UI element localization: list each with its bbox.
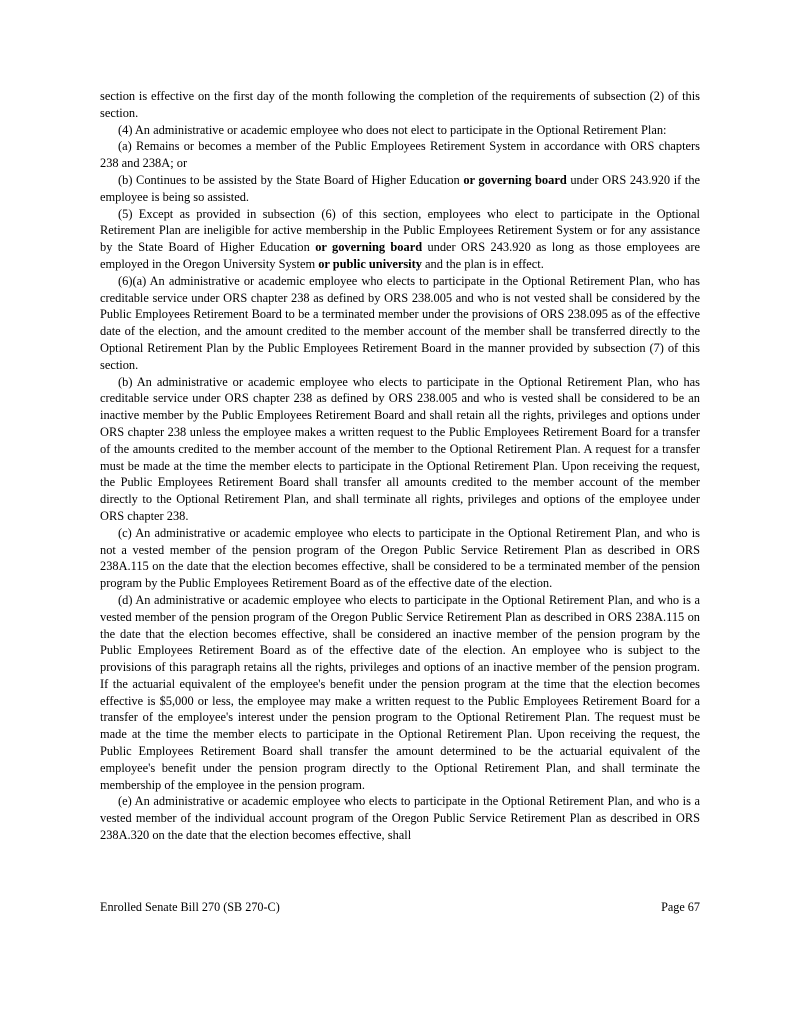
footer-page-number: Page 67 <box>661 900 700 914</box>
body-text: under ORS 243.920 if the employee is being so assisted. <box>100 172 701 204</box>
paragraph: (d) An administrative or academic employee who elects to participate in the Optional Retirement Plan, and who is a vested member of the pension program of the Oregon Public Service Retirement Plan as described in ORS 238A.115 on the date that the election becomes effective, shall be considered an inactive member of the pension program by the Public Employees Retirement Board as of the effective date of the election. An employee who is subject to the provisions of this paragraph retains all the rights, privileges and options of an inactive member of the pension program. If the actuarial equivalent of the employee's benefit under the pension program at the time that the election becomes effective is $5,000 or less, the employee may make a written request to the Public Employees Retirement Board for a transfer of the employee's interest under the pension program to the Optional Retirement Plan. The request must be made at the time the member elects to participate in the Optional Retirement Plan. Upon receiving the request, the Public Employees Retirement Board shall transfer the amount determined to be the actuarial equivalent of the employee's benefit under the pension program directly to the Optional Retirement Plan, and shall terminate the membership of the employee in the pension program. <box>100 592 700 792</box>
body-text: and the plan is in effect. <box>421 256 544 271</box>
body-text: (5) Except as provided in subsection (6) of this section, employees who elect to participate in the Optional Retirement Plan are ineligible for active membership in the Public Employees Retirement System or for any assistance by the State Board of Higher Education <box>100 206 700 255</box>
body-text: (b) Continues to be assisted by the State Board of Higher Education <box>118 172 464 187</box>
paragraph: section is effective on the first day of the month following the completion of the requirements of subsection (2) of this section. <box>100 89 700 120</box>
paragraph: (b) An administrative or academic employee who elects to participate in the Optional Retirement Plan, who has creditable service under ORS chapter 238 as defined by ORS 238.005 and who is vested shall be considered to be an inactive member by the Public Employees Retirement Board and shall retain all the rights, privileges and options under ORS chapter 238 unless the employee makes a written request to the Public Employees Retirement Board for a transfer of the amounts credited to the member account of the member to the Optional Retirement Plan. A request for a transfer must be made at the time the member elects to participate in the Optional Retirement Plan. Upon receiving the request, the Public Employees Retirement Board shall transfer all amounts credited to the member account of the member directly to the Optional Retirement Plan, and shall terminate all rights, privileges and options of the employee under ORS chapter 238. <box>100 374 700 523</box>
paragraph <box>100 206 700 273</box>
body-text: under ORS 243.920 as long as those employees are employed in the Oregon University System <box>100 240 701 271</box>
paragraph: (4) An administrative or academic employee who does not elect to participate in the Optional Retirement Plan: <box>118 122 667 137</box>
paragraph: (a) Remains or becomes a member of the Public Employees Retirement System in accordance with ORS chapters 238 and 238A; or <box>100 139 700 171</box>
emphasis-text: or governing board <box>315 240 423 255</box>
footer-bill-title: Enrolled Senate Bill 270 (SB 270-C) <box>100 900 280 914</box>
paragraph: (6)(a) An administrative or academic employee who elects to participate in the Optional Retirement Plan, who has creditable service under ORS chapter 238 as defined by ORS 238.005 and who is not vested shall be considered by the Public Employees Retirement Board to be a terminated member under the provisions of ORS 238.095 as of the effective date of the election, and the amount credited to the member account of the member shall be transferred directly to the Optional Retirement Plan by the Public Employees Retirement Board in the manner provided by subsection (7) of this section. <box>100 273 700 372</box>
emphasis-text: or public university <box>318 256 422 271</box>
paragraph <box>100 172 700 206</box>
paragraph: (c) An administrative or academic employee who elects to participate in the Optional Retirement Plan, and who is not a vested member of the pension program of the Oregon Public Service Retirement Plan as described in ORS 238A.115 on the date that the election becomes effective, shall be considered to be a terminated member of the pension program by the Public Employees Retirement Board as of the effective date of the election. <box>100 525 700 591</box>
emphasis-text: or governing board <box>463 172 567 187</box>
paragraph: (e) An administrative or academic employee who elects to participate in the Optional Retirement Plan, and who is a vested member of the individual account program of the Oregon Public Service Retirement Plan as described in ORS 238A.320 on the date that the election becomes effective, shall <box>100 794 700 843</box>
page-footer <box>100 900 700 915</box>
document-body <box>100 88 700 844</box>
